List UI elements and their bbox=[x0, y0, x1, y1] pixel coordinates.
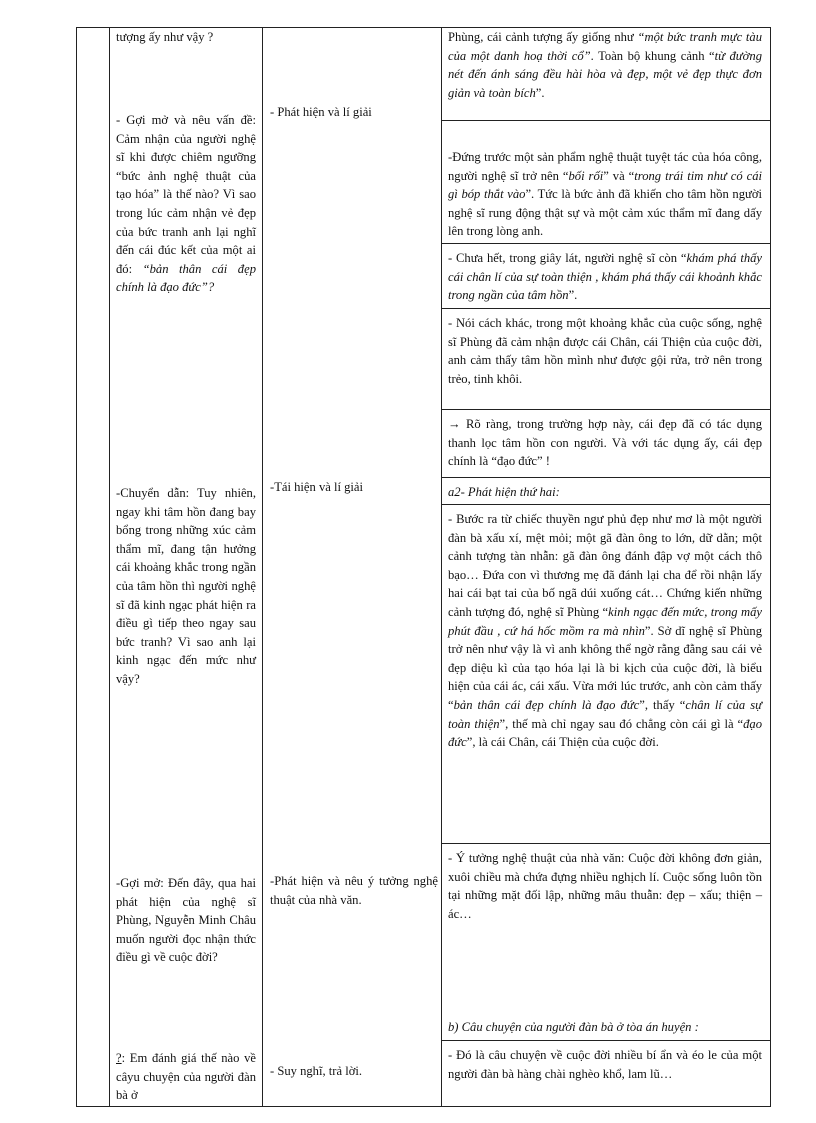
content-paragraph-4: - Nói cách khác, trong một khoảng khắc của cuộc sống, nghệ sĩ Phùng đã cảm nhận được cái Chân, cái Thiện của cuộc đời, anh cảm thấy tâm hồn mình như được gội rửa, trở nên trong trẻo, tinh khôi. bbox=[448, 316, 762, 386]
text-run: ”. Sở dĩ nghệ sĩ Phùng trở nên như vậy là vì anh không thể ngờ rằng đằng sau cái vẻ đẹp diệu kì của tạo hóa lại là bi kịch của cuộc đời, là biểu hiện của cái ác, cái xấu. Vừa mới lúc trước, anh còn cảm thấy “ bbox=[448, 623, 762, 712]
content-row-separator bbox=[441, 409, 770, 410]
content-row-separator bbox=[441, 1040, 770, 1041]
italic-quote: từ đường nét đến ánh sáng đều hài hòa và đẹp, một vẻ đẹp thực đơn giản và toàn bích bbox=[448, 48, 762, 100]
content-row-separator bbox=[441, 308, 770, 309]
content-row-separator bbox=[441, 120, 770, 121]
student-activity-2: -Tái hiện và lí giải bbox=[270, 480, 364, 494]
text-run: ” và “ bbox=[603, 168, 635, 183]
column-divider-2 bbox=[441, 27, 442, 1107]
question-mark: ? bbox=[116, 1051, 122, 1065]
teacher-fragment-top: tượng ấy như vậy ? bbox=[116, 30, 214, 44]
italic-quote: bối rối bbox=[568, 168, 604, 183]
section-heading-b: b) Câu chuyện của người đàn bà ở tòa án huyện : bbox=[448, 1020, 699, 1034]
italic-quote: chân lí của sự toàn thiện bbox=[448, 697, 762, 731]
table-left-border bbox=[76, 27, 77, 1107]
text-run: - Chưa hết, trong giây lát, người nghệ sĩ còn “ bbox=[448, 251, 687, 265]
content-paragraph-7: - Ý tưởng nghệ thuật của nhà văn: Cuộc đời không đơn giản, xuôi chiều mà chứa đựng nhiều nghịch lí. Cuộc sống luôn tồn tại những mặt đối lập, những mâu thuẫn: đẹp – xấu; thiện – ác… bbox=[448, 851, 762, 921]
teacher-question-1-quote: “bản thân cái đẹp chính là đạo đức”? bbox=[116, 261, 256, 295]
content-row-separator bbox=[441, 504, 770, 505]
content-paragraph-3 bbox=[448, 249, 762, 305]
italic-quote: đạo đức bbox=[448, 716, 762, 750]
student-activity-1: - Phát hiện và lí giải bbox=[270, 105, 372, 119]
content-paragraph-5 bbox=[448, 415, 762, 471]
text-run: - Bước ra từ chiếc thuyền ngư phủ đẹp như mơ là một người đàn bà xấu xí, mệt mỏi; một gã đàn ông to lớn, dữ dằn; một cảnh tượng tàn nhẫn: gã đàn ông đánh đập vợ một cách thô bạo… Đứa con vì thương mẹ đã đánh lại cha để rồi nhận lấy hai cái bạt tai của bố ngã dúi xuống cát… Chứng kiến những cảnh tượng đó, nghệ sĩ Phùng “ bbox=[448, 512, 762, 619]
student-activity-4: - Suy nghĩ, trả lời. bbox=[270, 1064, 363, 1078]
text-run: ”. Tức là bức ảnh đã khiến cho tâm hồn người nghệ sĩ rung động thật sự và một cảm xúc thẩm mĩ đang dấy lên trong lòng anh. bbox=[448, 187, 762, 239]
table-bottom-border bbox=[76, 1106, 771, 1107]
content-paragraph-8: - Đó là câu chuyện về cuộc đời nhiều bí ẩn và éo le của một người đàn bà hàng chài nghèo khổ, lam lũ… bbox=[448, 1048, 762, 1081]
italic-quote: trong trái tim như có cái gì bóp thắt vào bbox=[448, 168, 762, 202]
section-heading-a2: a2- Phát hiện thứ hai: bbox=[448, 485, 560, 499]
column-divider-1 bbox=[262, 27, 263, 1107]
text-run: ”, thế mà chỉ ngay sau đó chẳng còn cái gì là “ bbox=[499, 716, 744, 731]
teacher-question-2: -Chuyển dẫn: Tuy nhiên, ngay khi tâm hồn đang bay bổng trong những xúc cảm thẩm mĩ, đang tận hưởng cái khoảng khắc trong ngần của tâm hồn thì người nghệ sĩ đã kinh ngạc phát hiện ra điều gì tiếp theo ngay sau bức tranh? Vì sao anh lại kinh ngạc đến mức như vậy? bbox=[116, 486, 256, 686]
text-run: ”. bbox=[568, 288, 578, 303]
teacher-question-4-text: : Em đánh giá thế nào về câyu chuyện của người đàn bà ở bbox=[116, 1051, 256, 1103]
text-run: Phùng, cái cảnh tượng ấy giống như bbox=[448, 30, 638, 44]
italic-quote: khám phá thấy cái chân lí của sự toàn thiện , khám phá thấy cái khoảnh khắc trong ngần của tâm hồn bbox=[448, 251, 762, 303]
text-run: ”. bbox=[535, 85, 545, 100]
content-paragraph-1 bbox=[448, 28, 762, 102]
teacher-question-1-text: - Gợi mở và nêu vấn đề: Cảm nhận của người nghệ sĩ khi được chiêm ngưỡng “bức ảnh nghệ thuật của tạo hóa” là thế nào? Vì sao trong lúc cảm nhận vẻ đẹp của bức tranh anh lại nghĩ đến cái đúc kết của một ai đó: bbox=[116, 113, 256, 276]
text-run: ”, là cái Chân, cái Thiện của cuộc đời. bbox=[466, 735, 659, 750]
italic-quote: “một bức tranh mực tàu của một danh hoạ thời cổ” bbox=[448, 30, 762, 63]
teacher-question-1 bbox=[116, 111, 256, 297]
teacher-question-4 bbox=[116, 1049, 256, 1105]
text-run: -Đứng trước một sản phẩm nghệ thuật tuyệt tác của hóa công, người nghệ sĩ trở nên “ bbox=[448, 150, 762, 183]
table-right-border bbox=[770, 27, 771, 1107]
content-paragraph-6 bbox=[448, 510, 762, 752]
text-run: ”, thấy “ bbox=[639, 697, 686, 712]
italic-quote: bản thân cái đẹp chính là đạo đức bbox=[453, 697, 640, 712]
content-row-separator bbox=[441, 843, 770, 844]
italic-quote: kinh ngạc đến mức, trong mấy phút đầu , cứ há hốc mồm ra mà nhìn bbox=[448, 604, 762, 638]
text-run: Rõ ràng, trong trường hợp này, cái đẹp đã có tác dụng thanh lọc tâm hồn con người. Và với tác dụng ấy, cái đẹp chính là “đạo đức” ! bbox=[448, 417, 762, 469]
content-paragraph-2 bbox=[448, 148, 762, 241]
table-inner-divider bbox=[109, 27, 110, 1107]
arrow-icon: → bbox=[448, 417, 461, 431]
teacher-question-3: -Gợi mở: Đến đây, qua hai phát hiện của nghệ sĩ Phùng, Nguyễn Minh Châu muốn người đọc nhận thức điều gì về cuộc đời? bbox=[116, 876, 256, 965]
text-run: . Toàn bộ khung cảnh “ bbox=[590, 48, 715, 63]
student-activity-3: -Phát hiện và nêu ý tưởng nghệ thuật của nhà văn. bbox=[270, 874, 438, 907]
content-row-separator bbox=[441, 243, 770, 244]
content-row-separator bbox=[441, 477, 770, 478]
